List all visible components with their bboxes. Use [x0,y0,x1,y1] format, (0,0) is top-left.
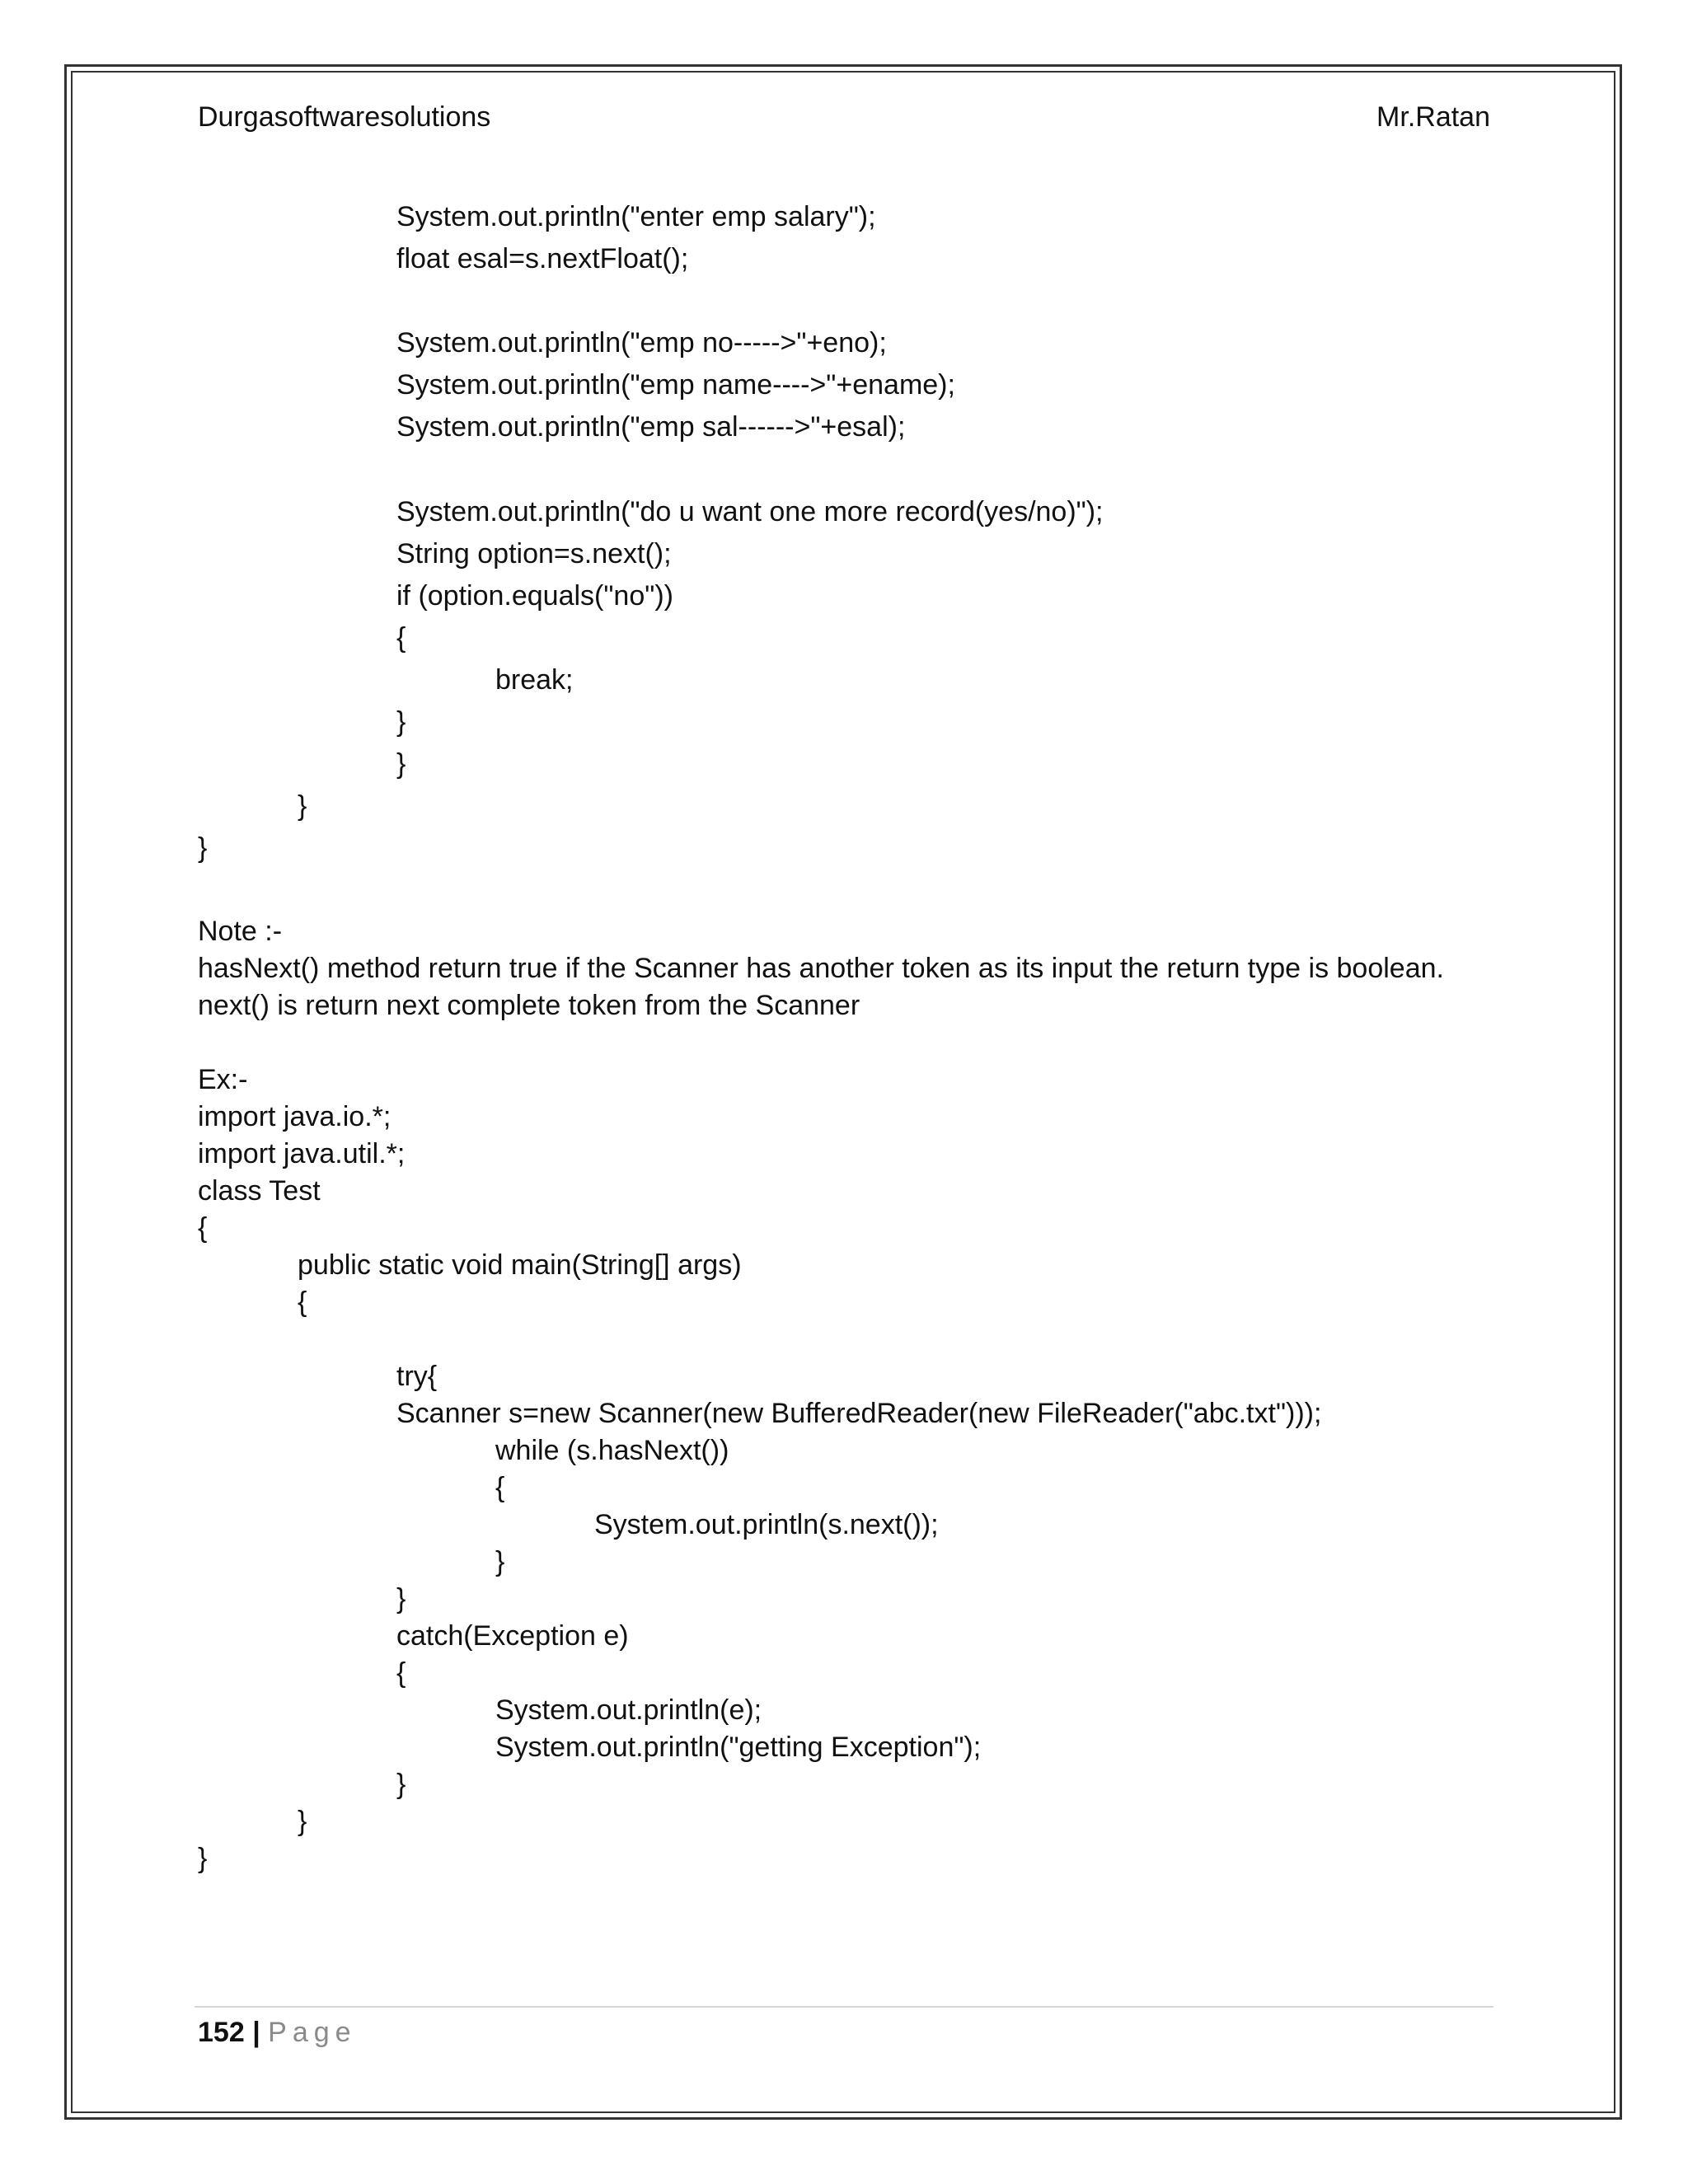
code-line: } [396,1769,406,1800]
code-line: float esal=s.nextFloat(); [396,243,689,274]
header-author: Mr.Ratan [1376,101,1490,133]
code-line: public static void main(String[] args) [298,1249,742,1281]
page-footer [198,2014,357,2050]
code-line: System.out.println("do u want one more record(yes/no)"); [396,496,1104,527]
code-line: } [396,1583,406,1615]
code-line: System.out.println("getting Exception"); [495,1732,982,1763]
code-line: System.out.println(s.next()); [594,1509,939,1540]
page-separator: | [252,2017,260,2048]
code-line: import java.util.*; [198,1138,406,1169]
code-line: class Test [198,1175,321,1207]
code-line: } [396,706,406,738]
code-line: { [396,622,406,654]
code-line: { [396,1657,406,1689]
code-line: String option=s.next(); [396,538,672,569]
example-label: Ex:- [198,1064,248,1095]
page-number: 152 [198,2017,245,2048]
code-line: try{ [396,1361,438,1392]
code-line: System.out.println("emp sal------>"+esal); [396,411,906,443]
code-line: } [198,1843,208,1874]
code-line: { [495,1472,505,1503]
note-title: Note :- [198,916,283,947]
code-line: System.out.println(e); [495,1694,762,1726]
code-line: { [198,1212,208,1244]
code-line: Scanner s=new Scanner(new BufferedReader(new FileReader("abc.txt"))); [396,1398,1322,1429]
code-line: } [198,832,208,864]
code-line: System.out.println("emp no----->"+eno); [396,327,887,359]
code-line: System.out.println("enter emp salary"); [396,201,876,232]
code-line: while (s.hasNext()) [495,1435,729,1466]
code-line: catch(Exception e) [396,1620,629,1652]
footer-divider [195,2006,1493,2008]
code-line: } [495,1546,505,1577]
code-line: import java.io.*; [198,1101,392,1132]
page-label: Page [268,2017,357,2048]
note-text: next() is return next complete token from the Scanner [198,990,860,1021]
code-line: { [298,1286,307,1318]
code-line: System.out.println("emp name---->"+ename); [396,369,955,401]
code-line: } [298,1806,307,1837]
code-line: if (option.equals("no")) [396,580,673,612]
code-line: break; [495,664,574,696]
header-company: Durgasoftwaresolutions [198,101,491,133]
note-text: hasNext() method return true if the Scanner has another token as its input the return type is boolean. [198,953,1444,984]
code-line: } [298,790,307,822]
code-line: } [396,748,406,780]
